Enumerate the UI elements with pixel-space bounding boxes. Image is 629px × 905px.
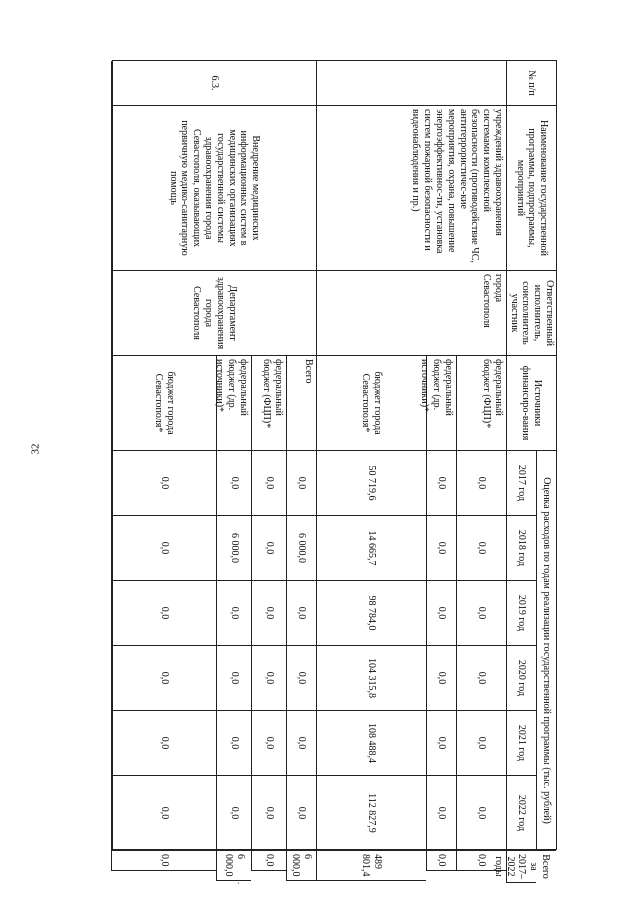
rotated-page-content [112,60,557,879]
block1-value-1-0: 0,0 [426,451,456,516]
block2-value-1-5: 0,0 [251,776,286,851]
block2-value-3-6: 0,0 [111,851,216,871]
header-sources: Источники финансиро-вания [506,356,556,451]
block1-value-2-0: 50 719,6 [316,451,426,516]
block1-source-0: федеральный бюджет (ФЦП)* [456,356,506,451]
header-year-1: 2018 год [506,516,536,581]
block2-value-2-6: 6 000,0 [216,851,251,881]
block1-value-1-5: 0,0 [426,776,456,851]
block1-value-1-3: 0,0 [426,646,456,711]
block1-value-2-5: 112 827,9 [316,776,426,851]
block2-value-1-4: 0,0 [251,711,286,776]
block1-value-1-1: 0,0 [426,516,456,581]
block1-value-1-6: 0,0 [426,851,456,871]
block2-value-0-5: 0,0 [286,776,316,851]
header-year-6: Всего за 2017–2022 годы [506,851,536,883]
block2-num: 6.3. [111,61,316,106]
block1-value-0-1: 0,0 [456,516,506,581]
block2-source-3: бюджет города Севастополя* [111,356,216,451]
header-year-4: 2021 год [506,711,536,776]
budget-table [112,60,557,879]
block1-value-2-6: 489 801,4 [316,851,426,881]
block2-value-0-1: 6 000,0 [286,516,316,581]
header-year-2: 2019 год [506,581,536,646]
block1-value-1-2: 0,0 [426,581,456,646]
block2-value-3-5: 0,0 [111,776,216,851]
block1-value-0-2: 0,0 [456,581,506,646]
header-estimate-group: Оценка расходов по годам реализации государственной программы (тыс. рублей) [536,451,556,851]
header-year-0: 2017 год [506,451,536,516]
block2-source-0: Всего [286,356,316,451]
block2-value-0-0: 0,0 [286,451,316,516]
block2-value-3-0: 0,0 [111,451,216,516]
header-num: № п/п [506,61,556,106]
block2-name: Внедрение медицинских информационных систем в медицинских организациях государственной системы здравоохранения города Севастополя, оказывающих первичную медико-санитарную помощь [111,106,316,271]
block1-name: учреждений здравоохранения системами комплексной безопасности (противодействие ЧС, антитеррористичес-кие мероприятия, охрана, повышение энергоэффективнос-ти, установка систем пожарной безопасности и видеонаблюдения и пр.) [316,106,506,271]
block2-value-0-3: 0,0 [286,646,316,711]
block2-value-3-1: 0,0 [111,516,216,581]
stray-mark: · [237,879,240,888]
block1-value-2-4: 108 488,4 [316,711,426,776]
block2-value-3-3: 0,0 [111,646,216,711]
block2-source-1: федеральный бюджет (ФЦП)* [251,356,286,451]
block2-value-1-6: 0,0 [251,851,286,871]
block1-value-2-1: 14 665,7 [316,516,426,581]
block2-value-2-3: 0,0 [216,646,251,711]
header-year-5: 2022 год [506,776,536,851]
block2-value-2-1: 6 000,0 [216,516,251,581]
block1-value-2-3: 104 315,8 [316,646,426,711]
header-year-3: 2020 год [506,646,536,711]
block2-value-0-4: 0,0 [286,711,316,776]
block2-value-3-2: 0,0 [111,581,216,646]
block2-value-2-5: 0,0 [216,776,251,851]
block1-num [316,61,506,106]
block1-value-0-0: 0,0 [456,451,506,516]
block2-value-0-2: 0,0 [286,581,316,646]
block1-value-0-5: 0,0 [456,776,506,851]
block1-value-2-2: 98 784,0 [316,581,426,646]
block2-value-1-2: 0,0 [251,581,286,646]
block2-value-1-0: 0,0 [251,451,286,516]
block2-value-0-6: 6 000,0 [286,851,316,881]
block2-value-2-2: 0,0 [216,581,251,646]
block1-value-1-4: 0,0 [426,711,456,776]
header-executor: Ответственный исполнитель, соисполнитель участник [506,271,556,356]
block1-value-0-3: 0,0 [456,646,506,711]
block1-executor: города Севастополя [316,271,506,356]
page-number: 32 [29,443,42,455]
block2-value-3-4: 0,0 [111,711,216,776]
block2-source-2: федеральный бюджет (др. источники)* [216,356,251,451]
block1-value-0-6: 0,0 [456,851,506,871]
block2-value-2-0: 0,0 [216,451,251,516]
block2-value-1-1: 0,0 [251,516,286,581]
block1-value-0-4: 0,0 [456,711,506,776]
block2-value-1-3: 0,0 [251,646,286,711]
header-name: Наименование государственной программы, подпрограммы, мероприятий [506,106,556,271]
block1-source-1: федеральный бюджет (др. источники)* [426,356,456,451]
block2-executor: Департамент здравоохранения города Севастополя [111,271,316,356]
block2-value-2-4: 0,0 [216,711,251,776]
block1-source-2: бюджет города Севастополя* [316,356,426,451]
